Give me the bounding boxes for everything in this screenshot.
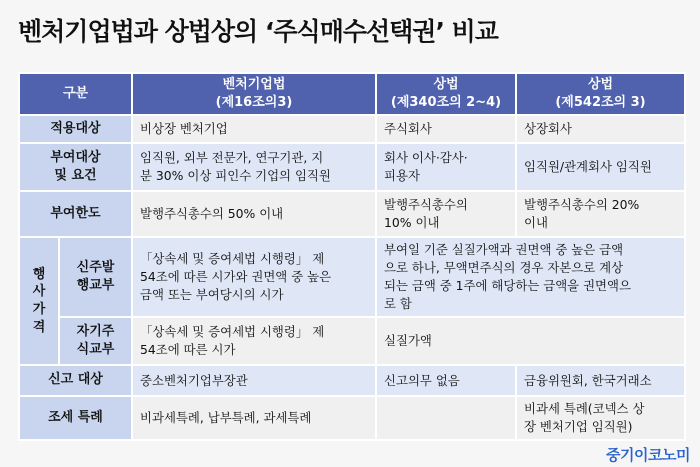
header-commercial-act-340 <box>376 73 516 115</box>
row-label-new-shares-line2: 행교부 <box>76 278 115 293</box>
comparison-table <box>18 72 686 441</box>
row-label-new-shares-line1: 신주발 <box>76 260 115 276</box>
row-label-grant-line2: 및 요건 <box>54 168 97 183</box>
cell-new-shares-commercial: 부여일 기준 실질가액과 권면액 중 높은 금액 으로 하나, 무액면주식의 경우 자본으로 계상 되는 금액 중 1주에 해당하는 금액을 권면액으 로 함 <box>376 237 685 317</box>
publisher-watermark: 중기이코노미 <box>606 446 690 464</box>
cell-apply-venture: 비상장 벤처기업 <box>132 115 376 143</box>
cell-limit-542: 발행주식총수의 20% 이내 <box>516 191 685 237</box>
row-label-apply: 적용대상 <box>19 115 132 143</box>
header-venture-act-name: 벤처기업법 <box>222 77 286 93</box>
header-category: 구분 <box>19 73 132 115</box>
row-label-treasury-shares-line1: 자기주 <box>76 324 115 340</box>
cell-treasury-commercial: 실질가액 <box>376 317 685 365</box>
row-label-grant-line1: 부여대상 <box>50 150 101 166</box>
row-label-exercise-price <box>19 237 59 365</box>
cell-apply-542: 상장회사 <box>516 115 685 143</box>
table-header-row <box>19 73 685 115</box>
cell-grant-340: 회사 이사·감사· 피용자 <box>376 143 516 191</box>
row-label-new-shares <box>59 237 132 317</box>
cell-apply-340: 주식회사 <box>376 115 516 143</box>
row-label-report: 신고 대상 <box>19 365 132 396</box>
table-row <box>19 317 685 365</box>
cell-tax-542: 비과세 특례(코넥스 상 장 벤처기업 임직원) <box>516 396 685 440</box>
cell-grant-542: 임직원/관계회사 임직원 <box>516 143 685 191</box>
exercise-price-char: 행 <box>32 266 46 282</box>
cell-report-venture: 중소벤처기업부장관 <box>132 365 376 396</box>
exercise-price-char: 사 <box>32 284 46 300</box>
header-commercial-act-542 <box>516 73 685 115</box>
exercise-price-char: 가 <box>32 302 46 317</box>
row-label-treasury-shares-line2: 식교부 <box>76 342 115 357</box>
row-label-limit: 부여한도 <box>19 191 132 237</box>
cell-grant-venture: 임직원, 외부 전문가, 연구기관, 지 분 30% 이상 피인수 기업의 임직원 <box>132 143 376 191</box>
table-row <box>19 365 685 396</box>
table-row <box>19 143 685 191</box>
header-commercial-act-name: 상법 <box>433 77 459 93</box>
cell-tax-340 <box>376 396 516 440</box>
exercise-price-char: 격 <box>32 319 46 335</box>
header-venture-act <box>132 73 376 115</box>
table-row <box>19 396 685 440</box>
table-row <box>19 115 685 143</box>
cell-new-shares-venture: 「상속세 및 증여세법 시행령」 제 54조에 따른 시가와 권면액 중 높은 금액 또는 부여당시의 시가 <box>132 237 376 317</box>
row-label-grant <box>19 143 132 191</box>
header-commercial-act-article: (제542조의 3) <box>555 95 646 110</box>
row-label-treasury-shares <box>59 317 132 365</box>
cell-report-340: 신고의무 없음 <box>376 365 516 396</box>
page-title: 벤처기업법과 상법상의 ‘주식매수선택권’ 비교 <box>18 17 498 46</box>
header-commercial-act-name: 상법 <box>587 77 614 93</box>
cell-limit-venture: 발행주식총수의 50% 이내 <box>132 191 376 237</box>
row-label-tax: 조세 특례 <box>19 396 132 440</box>
cell-tax-venture: 비과세특례, 납부특례, 과세특례 <box>132 396 376 440</box>
header-venture-act-article: (제16조의3) <box>215 95 293 110</box>
header-commercial-act-article: (제340조의 2~4) <box>390 95 502 110</box>
cell-limit-340: 발행주식총수의 10% 이내 <box>376 191 516 237</box>
cell-report-542: 금융위원회, 한국거래소 <box>516 365 685 396</box>
table-row <box>19 237 685 317</box>
cell-treasury-venture: 「상속세 및 증여세법 시행령」 제 54조에 따른 시가 <box>132 317 376 365</box>
table-row <box>19 191 685 237</box>
